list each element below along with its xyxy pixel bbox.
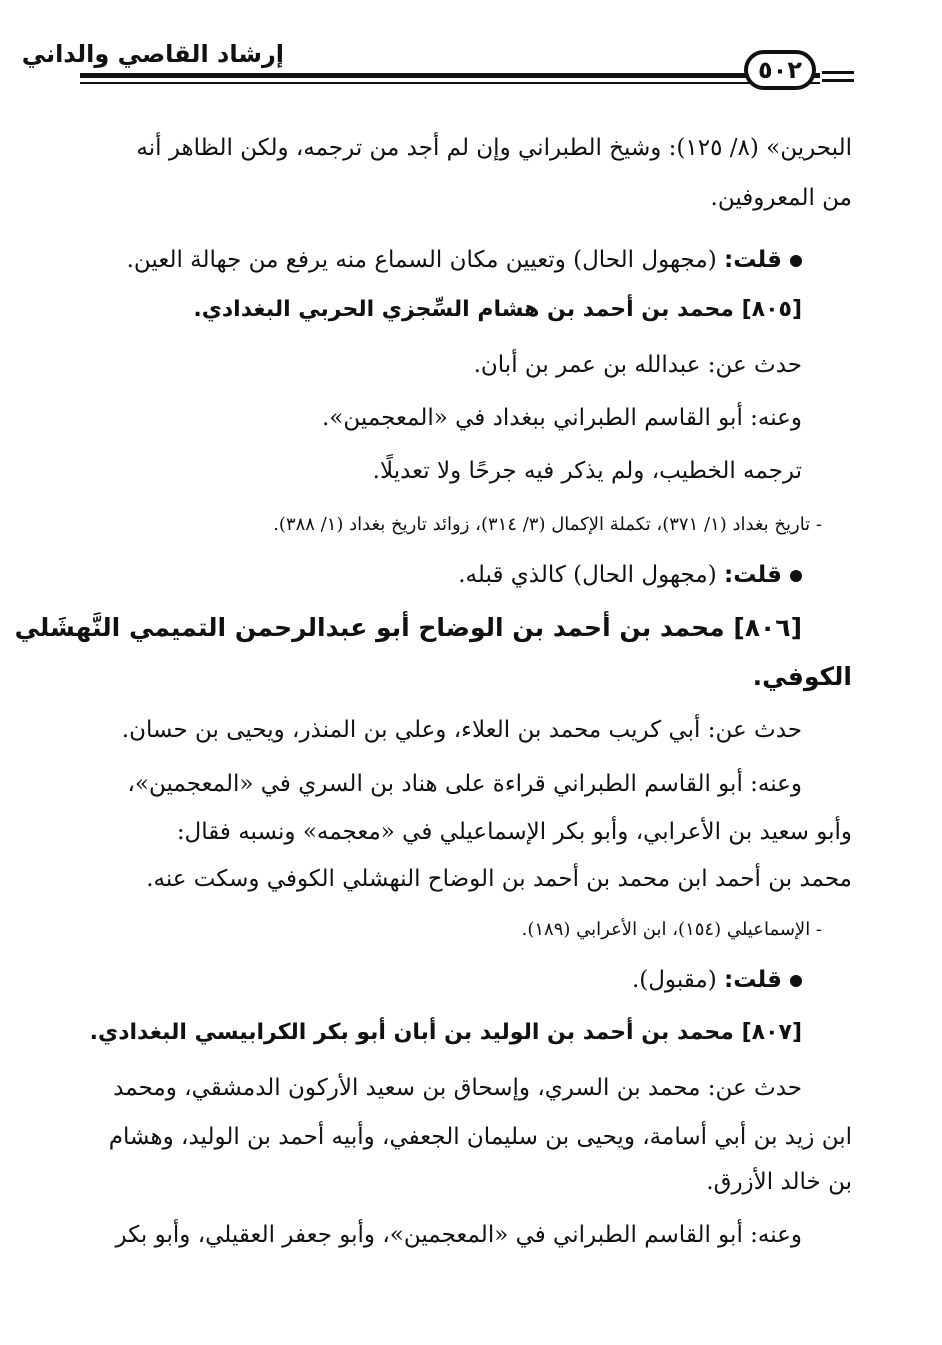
text-line-6: ترجمه الخطيب، ولم يذكر فيه جرحًا ولا تعديلًا. [372, 458, 802, 484]
text-line-11: محمد بن أحمد ابن محمد بن أحمد بن الوضاح النهشلي الكوفي وسكت عنه. [146, 866, 852, 892]
text-line-16: وعنه: أبو القاسم الطبراني في «المعجمين»، وأبو جعفر العقيلي، وأبو بكر [115, 1222, 802, 1248]
bullet-dot-icon [790, 975, 802, 987]
note-text: (مجهول الحال) وتعيين مكان السماع منه يرفع من جهالة العين. [126, 247, 717, 273]
reference-line-1: - تاريخ بغداد (١/ ٣٧١)، تكملة الإكمال (٣/ ٣١٤)، زوائد تاريخ بغداد (١/ ٣٨٨). [273, 514, 822, 535]
entry-heading-806-line2: الكوفي. [752, 662, 852, 691]
entry-heading-805: [٨٠٥] محمد بن أحمد بن هشام السِّجزي الحربي البغدادي. [193, 297, 802, 322]
entry-heading-807: [٨٠٧] محمد بن أحمد بن الوليد بن أبان أبو بكر الكرابيسي البغدادي. [89, 1020, 802, 1045]
note-label: قلت: [724, 967, 782, 993]
running-header-title: إرشاد القاصي والداني [21, 40, 284, 68]
header-rule-right-bottom [822, 79, 854, 82]
note-label: قلت: [724, 247, 782, 273]
bullet-dot-icon [790, 570, 802, 582]
note-text: (مقبول). [631, 967, 717, 993]
text-line-9: وعنه: أبو القاسم الطبراني قراءة على هناد بن السري في «المعجمين»، [127, 771, 802, 797]
header-rule-thick [80, 73, 820, 78]
note-label: قلت: [724, 562, 782, 588]
note-line-2 [458, 558, 802, 592]
header-rule-thin [80, 82, 820, 84]
text-line-1: البحرين» (٨/ ١٢٥): وشيخ الطبراني وإن لم أجد من ترجمه، ولكن الظاهر أنه [136, 135, 852, 161]
text-line-2: من المعروفين. [710, 185, 852, 211]
text-line-4: حدث عن: عبدالله بن عمر بن أبان. [473, 352, 802, 378]
text-line-10: وأبو سعيد بن الأعرابي، وأبو بكر الإسماعيلي في «معجمه» ونسبه فقال: [176, 819, 852, 845]
header-rule-right-top [822, 71, 854, 74]
entry-heading-806-line1: [٨٠٦] محمد بن أحمد بن الوضاح أبو عبدالرحمن التميمي النَّهشَلي [14, 613, 802, 642]
text-line-5: وعنه: أبو القاسم الطبراني ببغداد في «المعجمين». [321, 405, 802, 431]
note-line-3 [632, 963, 802, 997]
text-line-8: حدث عن: أبي كريب محمد بن العلاء، وعلي بن المنذر، ويحيى بن حسان. [121, 717, 802, 743]
bullet-dot-icon [790, 255, 802, 267]
text-line-13: حدث عن: محمد بن السري، وإسحاق بن سعيد الأركون الدمشقي، ومحمد [113, 1075, 802, 1101]
note-text: (مجهول الحال) كالذي قبله. [458, 562, 717, 588]
text-line-15: بن خالد الأزرق. [706, 1169, 852, 1195]
page-number-badge: ٥٠٢ [744, 50, 816, 90]
note-line-1 [127, 243, 802, 277]
text-line-14: ابن زيد بن أبي أسامة، ويحيى بن سليمان الجعفي، وأبيه أحمد بن الوليد، وهشام [108, 1124, 852, 1150]
reference-line-2: - الإسماعيلي (١٥٤)، ابن الأعرابي (١٨٩). [521, 919, 822, 940]
